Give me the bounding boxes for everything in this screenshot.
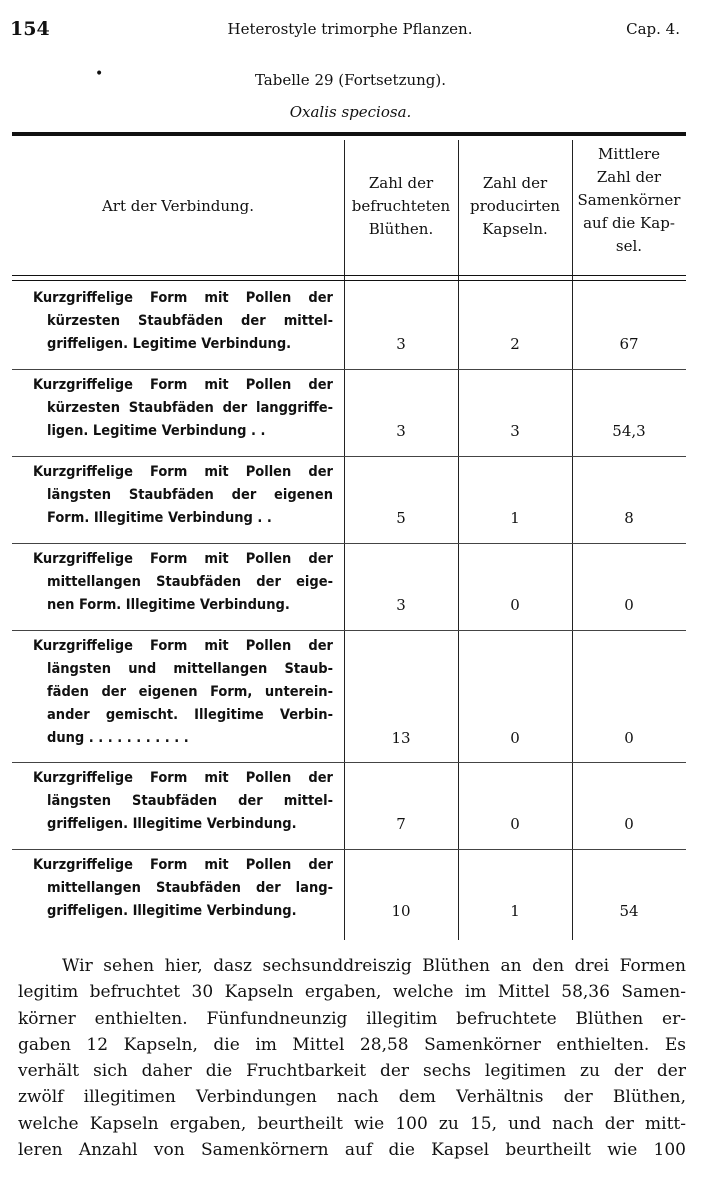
paragraph-line: gaben 12 Kapseln, die im Mittel 28,58 Samenkörner enthielten. Es xyxy=(18,1034,686,1055)
description-line: Kurzgriffelige Form mit Pollen der xyxy=(33,857,333,873)
description-line: längsten und mittellangen Staub- xyxy=(47,661,333,677)
chapter-label: Cap. 4. xyxy=(626,20,680,38)
paragraph-line: körner enthielten. Fünfundneunzig illegitim befruchtete Blüthen er- xyxy=(18,1008,686,1029)
capsules-count: 0 xyxy=(510,596,520,614)
table-caption: Tabelle 29 (Fortsetzung). xyxy=(254,71,447,89)
description-line: dung . . . . . . . . . . . xyxy=(47,730,189,746)
description-line: Kurzgriffelige Form mit Pollen der xyxy=(33,464,333,480)
column-header-capsules: Zahl der producirten Kapseln. xyxy=(470,173,560,238)
description-line: nen Form. Illegitime Verbindung. xyxy=(47,597,290,613)
capsules-count: 1 xyxy=(510,902,520,920)
fertilized-flowers-count: 3 xyxy=(396,596,406,614)
table-top-rule xyxy=(12,132,686,136)
fertilized-flowers-count: 5 xyxy=(396,509,406,527)
row-separator xyxy=(12,543,686,544)
capsules-count: 0 xyxy=(510,729,520,747)
stray-dot-mark: • xyxy=(95,66,104,82)
description-line: ligen. Legitime Verbindung . . xyxy=(47,423,266,439)
row-separator xyxy=(12,762,686,763)
connection-description xyxy=(33,461,333,530)
description-line: griffeligen. Illegitime Verbindung. xyxy=(47,903,297,919)
row-separator xyxy=(12,456,686,457)
description-line: längsten Staubfäden der eigenen xyxy=(47,487,333,503)
fertilized-flowers-count: 13 xyxy=(391,729,411,747)
connection-description xyxy=(33,635,333,750)
capsules-count: 2 xyxy=(510,335,520,353)
table-row xyxy=(0,854,701,932)
connection-description xyxy=(33,854,333,923)
description-line: längsten Staubfäden der mittel- xyxy=(47,793,333,809)
fertilized-flowers-count: 3 xyxy=(396,335,406,353)
table-row xyxy=(0,374,701,452)
paragraph-line: legitim befruchtet 30 Kapseln ergaben, welche im Mittel 58,36 Samen- xyxy=(18,982,686,1003)
description-line: fäden der eigenen Form, unterein- xyxy=(47,684,333,700)
description-line: kürzesten Staubfäden der langgriffe- xyxy=(47,400,333,416)
capsules-count: 1 xyxy=(510,509,520,527)
mean-seeds-value: 67 xyxy=(619,335,639,353)
paragraph-line: Wir sehen hier, dasz sechsunddreiszig Blüthen an den drei Formen xyxy=(62,956,686,976)
paragraph-line: verhält sich daher die Fruchtbarkeit der sechs legitimen zu der der xyxy=(18,1061,686,1082)
table-row xyxy=(0,548,701,626)
connection-description xyxy=(33,767,333,836)
table-row xyxy=(0,767,701,845)
table-row xyxy=(0,635,701,758)
header-double-rule xyxy=(12,275,686,281)
mean-seeds-value: 0 xyxy=(624,815,634,833)
connection-description xyxy=(33,287,333,356)
description-line: mittellangen Staubfäden der eige- xyxy=(47,574,333,590)
description-line: Form. Illegitime Verbindung . . xyxy=(47,510,272,526)
page-number: 154 xyxy=(10,18,50,40)
mean-seeds-value: 8 xyxy=(624,509,634,527)
description-line: Kurzgriffelige Form mit Pollen der xyxy=(33,638,333,654)
connection-description xyxy=(33,548,333,617)
description-line: Kurzgriffelige Form mit Pollen der xyxy=(33,377,333,393)
connection-description xyxy=(33,374,333,443)
mean-seeds-value: 0 xyxy=(624,596,634,614)
table-row xyxy=(0,287,701,365)
row-separator xyxy=(12,630,686,631)
mean-seeds-value: 54 xyxy=(619,902,639,920)
paragraph-line: welche Kapseln ergaben, beurtheilt wie 100 zu 15, und nach der mitt- xyxy=(18,1113,686,1134)
column-header-seeds: Mittlere Zahl der Samenkörner auf die Kap- sel. xyxy=(577,145,681,255)
mean-seeds-value: 0 xyxy=(624,729,634,747)
description-line: griffeligen. Illegitime Verbindung. xyxy=(47,816,297,832)
fertilized-flowers-count: 10 xyxy=(391,902,411,920)
table-row xyxy=(0,461,701,539)
table-species: Oxalis speciosa. xyxy=(289,103,412,121)
page-header xyxy=(10,18,690,48)
description-line: kürzesten Staubfäden der mittel- xyxy=(47,313,333,329)
column-header-connection: Art der Verbindung. xyxy=(101,196,255,215)
description-line: Kurzgriffelige Form mit Pollen der xyxy=(33,290,333,306)
running-title: Heterostyle trimorphe Pflanzen. xyxy=(227,20,473,38)
row-separator xyxy=(12,369,686,370)
fertilized-flowers-count: 3 xyxy=(396,422,406,440)
row-separator xyxy=(12,849,686,850)
paragraph-line: zwölf illegitimen Verbindungen nach dem Verhältnis der Blüthen, xyxy=(18,1087,686,1108)
mean-seeds-value: 54,3 xyxy=(612,422,646,440)
paragraph-line: leren Anzahl von Samenkörnern auf die Kapsel beurtheilt wie 100 xyxy=(18,1140,686,1161)
capsules-count: 0 xyxy=(510,815,520,833)
body-paragraph xyxy=(18,953,686,1163)
fertilized-flowers-count: 7 xyxy=(396,815,406,833)
column-header-flowers: Zahl der befruchteten Blüthen. xyxy=(351,173,451,238)
description-line: Kurzgriffelige Form mit Pollen der xyxy=(33,770,333,786)
description-line: mittellangen Staubfäden der lang- xyxy=(47,880,333,896)
capsules-count: 3 xyxy=(510,422,520,440)
description-line: Kurzgriffelige Form mit Pollen der xyxy=(33,551,333,567)
description-line: griffeligen. Legitime Verbindung. xyxy=(47,336,292,352)
description-line: ander gemischt. Illegitime Verbin- xyxy=(47,707,333,723)
